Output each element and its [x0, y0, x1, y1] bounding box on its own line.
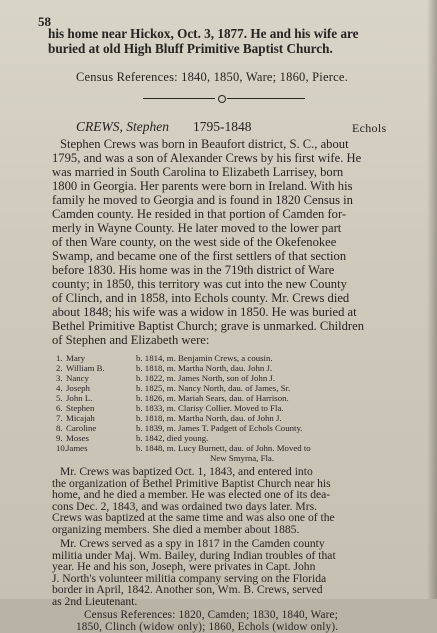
paragraph-1-line: about 1848; his wife was a widow in 1850. He was buried at	[52, 305, 357, 319]
child-number: 5.	[56, 393, 63, 403]
paragraph-1-line: was married in South Carolina to Elizabeth Larrisey, born	[52, 165, 344, 179]
child-details: b. 1825, m. Nancy North, dau. of James, Sr.	[136, 383, 291, 393]
paragraph-2-line: cons Dec. 2, 1843, and was ordained two days later. Mrs.	[52, 499, 317, 513]
child-details: b. 1833, m. Clarisy Collier. Moved to Fla.	[136, 403, 284, 413]
paragraph-3-line: Mr. Crews served as a spy in 1817 in the Camden county	[60, 537, 325, 550]
paragraph-2-line: Crews was baptized at the same time and was also one of the	[52, 511, 335, 524]
paragraph-2-line: home, and he died a member. He was elected one of its dea-	[52, 488, 331, 501]
child-number: 4.	[56, 383, 63, 393]
paragraph-3-line: year. He and his son, Joseph, were privates in Capt. John	[52, 560, 316, 573]
child-number: 2.	[56, 363, 63, 373]
child-name: Joseph	[66, 383, 90, 393]
paragraph-1-line: Stephen Crews was born in Beaufort district, S. C., about	[60, 137, 349, 151]
child-row	[56, 383, 290, 393]
child-details: b. 1839, m. James T. Padgett of Echols County.	[136, 423, 303, 433]
child-row	[56, 353, 273, 363]
census-references-2: Census References: 1820, Camden; 1830, 1840, Ware;	[84, 609, 339, 621]
child-row-continuation: New Smyrna, Fla.	[210, 453, 275, 463]
child-number: 9.	[56, 433, 63, 443]
continuation-line-1: his home near Hickox, Oct. 3, 1877. He and his wife are	[48, 26, 359, 41]
child-name: Caroline	[66, 423, 97, 433]
child-name: Micajah	[66, 413, 95, 423]
paragraph-1-line: county; in 1850, this territory was cut into the new County	[52, 277, 347, 291]
child-row	[56, 363, 272, 373]
paragraph-3-line: militia under Maj. Wm. Bailey, during Indian troubles of that	[52, 548, 336, 562]
child-details: b. 1826, m. Mariah Sears, dau. of Harrison.	[136, 393, 289, 403]
census-references-1: Census References: 1840, 1850, Ware; 1860, Pierce.	[76, 70, 348, 84]
paragraph-1-line: Camden county. He resided in that portion of Camden for-	[52, 207, 347, 221]
divider-ornament-icon	[218, 95, 226, 103]
paragraph-3-line: J. North's volunteer militia company serving on the Florida	[52, 571, 327, 585]
paragraph-3-line: as 2nd Lieutenant.	[52, 594, 138, 608]
child-details: b. 1818, m. Martha North, dau. John J.	[136, 363, 273, 373]
child-row	[56, 433, 208, 443]
child-number: 7.	[56, 413, 63, 423]
entry-county: Echols	[352, 121, 387, 135]
page-number: 58	[38, 14, 51, 29]
paragraph-1-line: merly in Wayne County. He later moved to the lower part	[52, 221, 342, 235]
child-row	[56, 413, 282, 423]
paragraph-1-line: Swamp, and became one of the first settlers of that section	[52, 249, 347, 263]
child-name: William B.	[66, 363, 105, 373]
child-row	[56, 373, 275, 383]
census-references-2: 1850, Clinch (widow only); 1860, Echols (widow only).	[76, 620, 339, 633]
paragraph-1-line: of Clinch, and in 1858, into Echols county. Mr. Crews died	[52, 291, 350, 305]
paragraph-1-line: of then Ware county, on the west side of the Okefenokee	[52, 235, 337, 249]
child-row	[56, 403, 284, 413]
paragraph-2-line: organizing members. She died a member about 1885.	[52, 522, 300, 536]
child-number: 8.	[56, 423, 63, 433]
child-row	[56, 393, 289, 403]
paragraph-1-line: 1800 in Georgia. Her parents were born in Ireland. With his	[52, 179, 353, 193]
paragraph-2-line: the organization of Bethel Primitive Baptist Church near his	[52, 476, 331, 490]
child-row	[56, 423, 302, 433]
paragraph-1-line: family he moved to Georgia and is found in 1820 Census in	[52, 193, 353, 207]
child-details: b. 1822, m. James North, son of John J.	[136, 373, 276, 383]
child-details: b. 1848, m. Lucy Burnett, dau. of John. Moved to	[136, 443, 311, 453]
section-divider	[143, 93, 305, 103]
continuation-line-2: buried at old High Bluff Primitive Baptist Church.	[48, 41, 333, 56]
child-name: Stephen	[66, 403, 95, 413]
child-name: John L.	[66, 393, 93, 403]
child-details: b. 1842, died young.	[136, 433, 209, 443]
child-name: James	[66, 443, 88, 453]
child-name: Moses	[66, 433, 89, 443]
paragraph-3-line: border in April, 1842. Another son, Wm. B. Crews, served	[52, 583, 323, 596]
child-details: b. 1814, m. Benjamin Crews, a cousin.	[136, 353, 273, 363]
child-number: 10.	[56, 443, 67, 453]
entry-name: CREWS, Stephen	[76, 119, 169, 134]
child-number: 6.	[56, 403, 63, 413]
child-number: 3.	[56, 373, 63, 383]
child-details: b. 1818, m. Martha North, dau. of John J.	[136, 413, 282, 423]
paragraph-2-line: Mr. Crews was baptized Oct. 1, 1843, and entered into	[60, 465, 313, 478]
paragraph-1-line: 1795, and was a son of Alexander Crews by his first wife. He	[52, 151, 362, 165]
page-edge-shadow	[427, 0, 437, 599]
paragraph-1-line: of Stephen and Elizabeth were:	[52, 333, 210, 347]
paragraph-1-line: Bethel Primitive Baptist Church; grave is unmarked. Children	[52, 319, 364, 333]
child-row	[56, 443, 311, 453]
child-name: Mary	[66, 353, 86, 363]
child-number: 1.	[56, 353, 63, 363]
child-name: Nancy	[66, 373, 89, 383]
paragraph-1-line: before 1830. His home was in the 719th district of Ware	[52, 263, 335, 277]
entry-years: 1795-1848	[193, 119, 252, 134]
